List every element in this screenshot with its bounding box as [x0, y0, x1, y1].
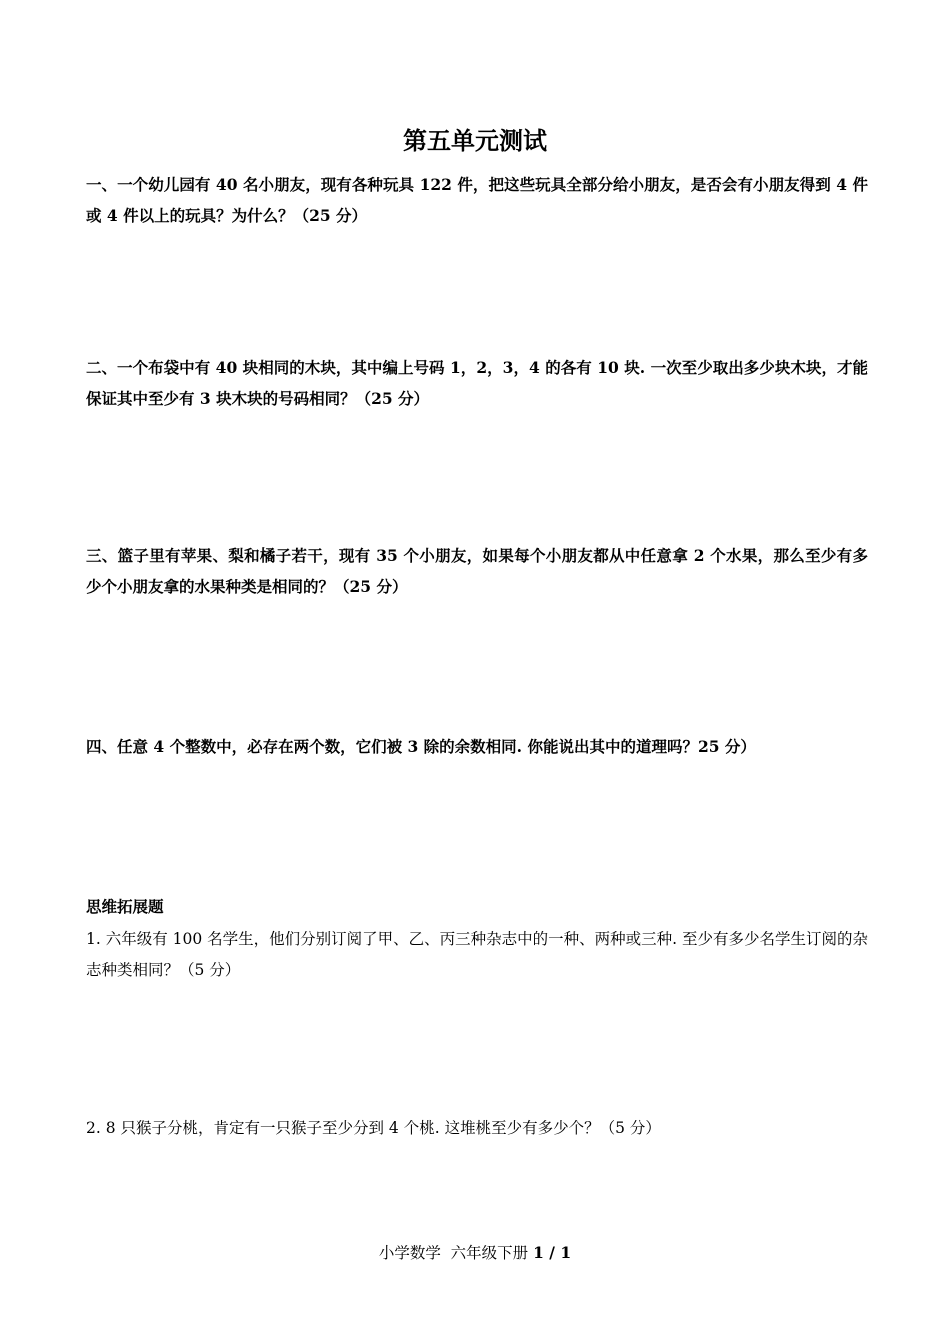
question-2: 二、一个布袋中有 40 块相同的木块，其中编上号码 1，2，3，4 的各有 10 块. 一次至少取出多少块木块，才能保证其中至少有 3 块木块的号码相同？（25 分） [86, 358, 868, 408]
question-3: 三、篮子里有苹果、梨和橘子若干，现有 35 个小朋友，如果每个小朋友都从中任意拿 2 个水果，那么至少有多少个小朋友拿的水果种类是相同的？（25 分） [86, 546, 868, 596]
page-footer [0, 1239, 950, 1267]
page-title: 第五单元测试 [403, 126, 547, 155]
extension-heading: 思维拓展题 [86, 897, 164, 916]
question-4: 四、任意 4 个整数中，必存在两个数，它们被 3 除的余数相同. 你能说出其中的道理吗？25 分） [86, 737, 756, 756]
footer-page-number: 1 / 1 [533, 1243, 572, 1262]
extension-question-2: 2. 8 只猴子分桃，肯定有一只猴子至少分到 4 个桃. 这堆桃至少有多少个？（5 分） [86, 1119, 661, 1137]
footer-subject: 小学数学 六年级下册 [378, 1244, 529, 1262]
question-1: 一、一个幼儿园有 40 名小朋友，现有各种玩具 122 件，把这些玩具全部分给小朋友，是否会有小朋友得到 4 件或 4 件以上的玩具？为什么？（25 分） [86, 175, 868, 225]
extension-question-1: 1. 六年级有 100 名学生，他们分别订阅了甲、乙、丙三种杂志中的一种、两种或三种. 至少有多少名学生订阅的杂志种类相同？（5 分） [86, 930, 869, 979]
